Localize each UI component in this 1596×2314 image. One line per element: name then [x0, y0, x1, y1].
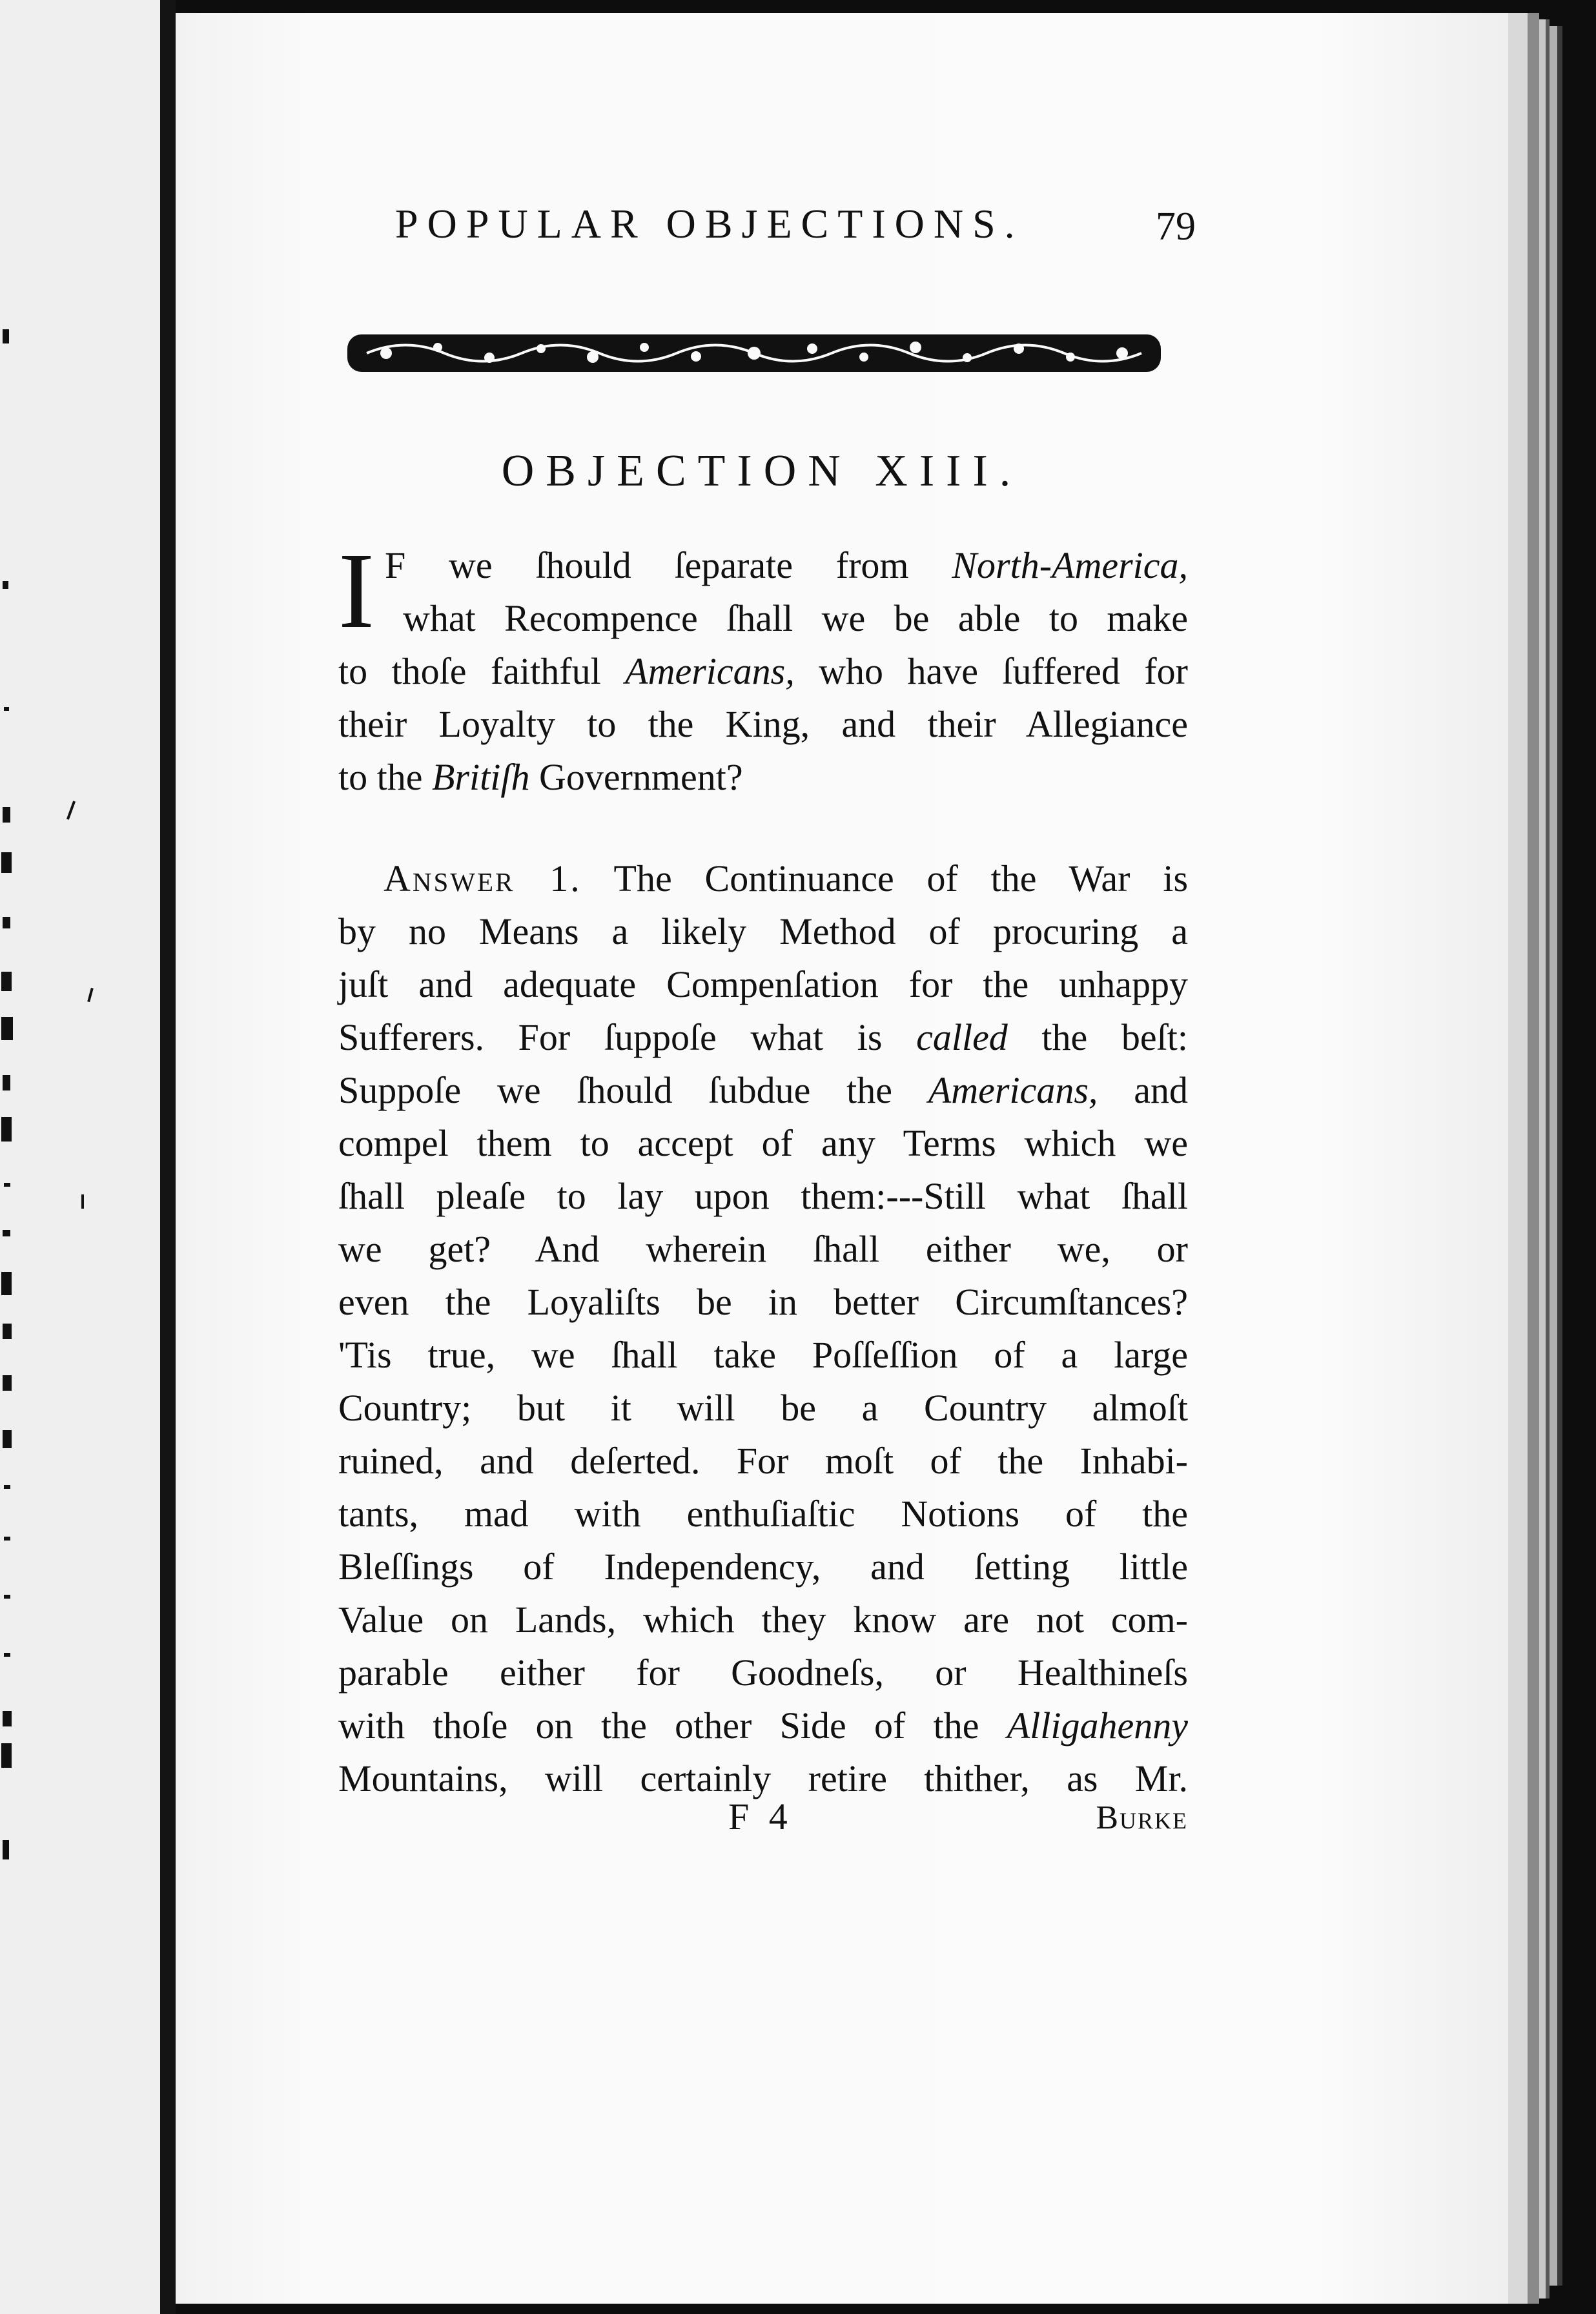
- objection-heading: OBJECTION XIII.: [501, 446, 1023, 496]
- drop-cap: I: [338, 531, 374, 651]
- text-line: compel them to accept of any Terms which we: [338, 1122, 1188, 1164]
- text-line: Suppoſe we ſhould ſubdue the Americans, and: [338, 1069, 1188, 1111]
- printers-ornament: [341, 328, 1167, 378]
- text-line: Value on Lands, which they know are not com-: [338, 1599, 1188, 1641]
- answer-label: Answer 1.: [384, 857, 582, 899]
- running-title: POPULAR OBJECTIONS.: [395, 201, 1024, 247]
- text-line: to thoſe faithful Americans, who have ſuffered for: [338, 650, 1188, 692]
- answer-paragraph: [338, 852, 1188, 1805]
- page-footer: [338, 1795, 1188, 1853]
- text-line: with thoſe on the other Side of the Alligahenny: [338, 1705, 1188, 1746]
- text-line: Mountains, will certainly retire thither, as Mr.: [338, 1757, 1188, 1799]
- text-line: what Recompence ſhall we be able to make: [403, 597, 1188, 639]
- running-head: [395, 200, 1196, 252]
- text-line: Answer 1. The Continuance of the War is: [384, 857, 1189, 899]
- text-line: Country; but it will be a Country almoſt: [338, 1387, 1188, 1429]
- text-line: 'Tis true, we ſhall take Poſſeſſion of a large: [338, 1334, 1188, 1376]
- signature-mark: F 4: [728, 1796, 793, 1838]
- text-line: parable either for Goodneſs, or Healthineſs: [338, 1652, 1188, 1694]
- text-line: Bleſſings of Independency, and ſetting little: [338, 1546, 1188, 1588]
- text-line: ſhall pleaſe to lay upon them:---Still what ſhall: [338, 1175, 1188, 1217]
- text-line: to the Britiſh Government?: [338, 756, 743, 798]
- catchword: Burke: [1096, 1799, 1188, 1836]
- text-line: tants, mad with enthuſiaſtic Notions of the: [338, 1493, 1188, 1535]
- left-page-bleed-marks: [0, 0, 160, 2314]
- page-fore-edge: [1508, 0, 1596, 2314]
- page-number: 79: [1156, 205, 1196, 249]
- text-line: Sufferers. For ſuppoſe what is called the beſt:: [338, 1016, 1188, 1058]
- text-line: F we ſhould ſeparate from North-America,: [385, 544, 1188, 586]
- objection-question: [338, 531, 1188, 804]
- text-line: ruined, and deſerted. For moſt of the Inhabi-: [338, 1440, 1188, 1482]
- text-line: juſt and adequate Compenſation for the unhappy: [338, 963, 1188, 1005]
- gutter-shadow: [160, 0, 176, 2314]
- text-line: their Loyalty to the King, and their Allegiance: [338, 703, 1188, 745]
- text-line: even the Loyaliſts be in better Circumſtances?: [338, 1281, 1188, 1323]
- text-line: by no Means a likely Method of procuring a: [338, 910, 1188, 952]
- text-line: we get? And wherein ſhall either we, or: [338, 1228, 1188, 1270]
